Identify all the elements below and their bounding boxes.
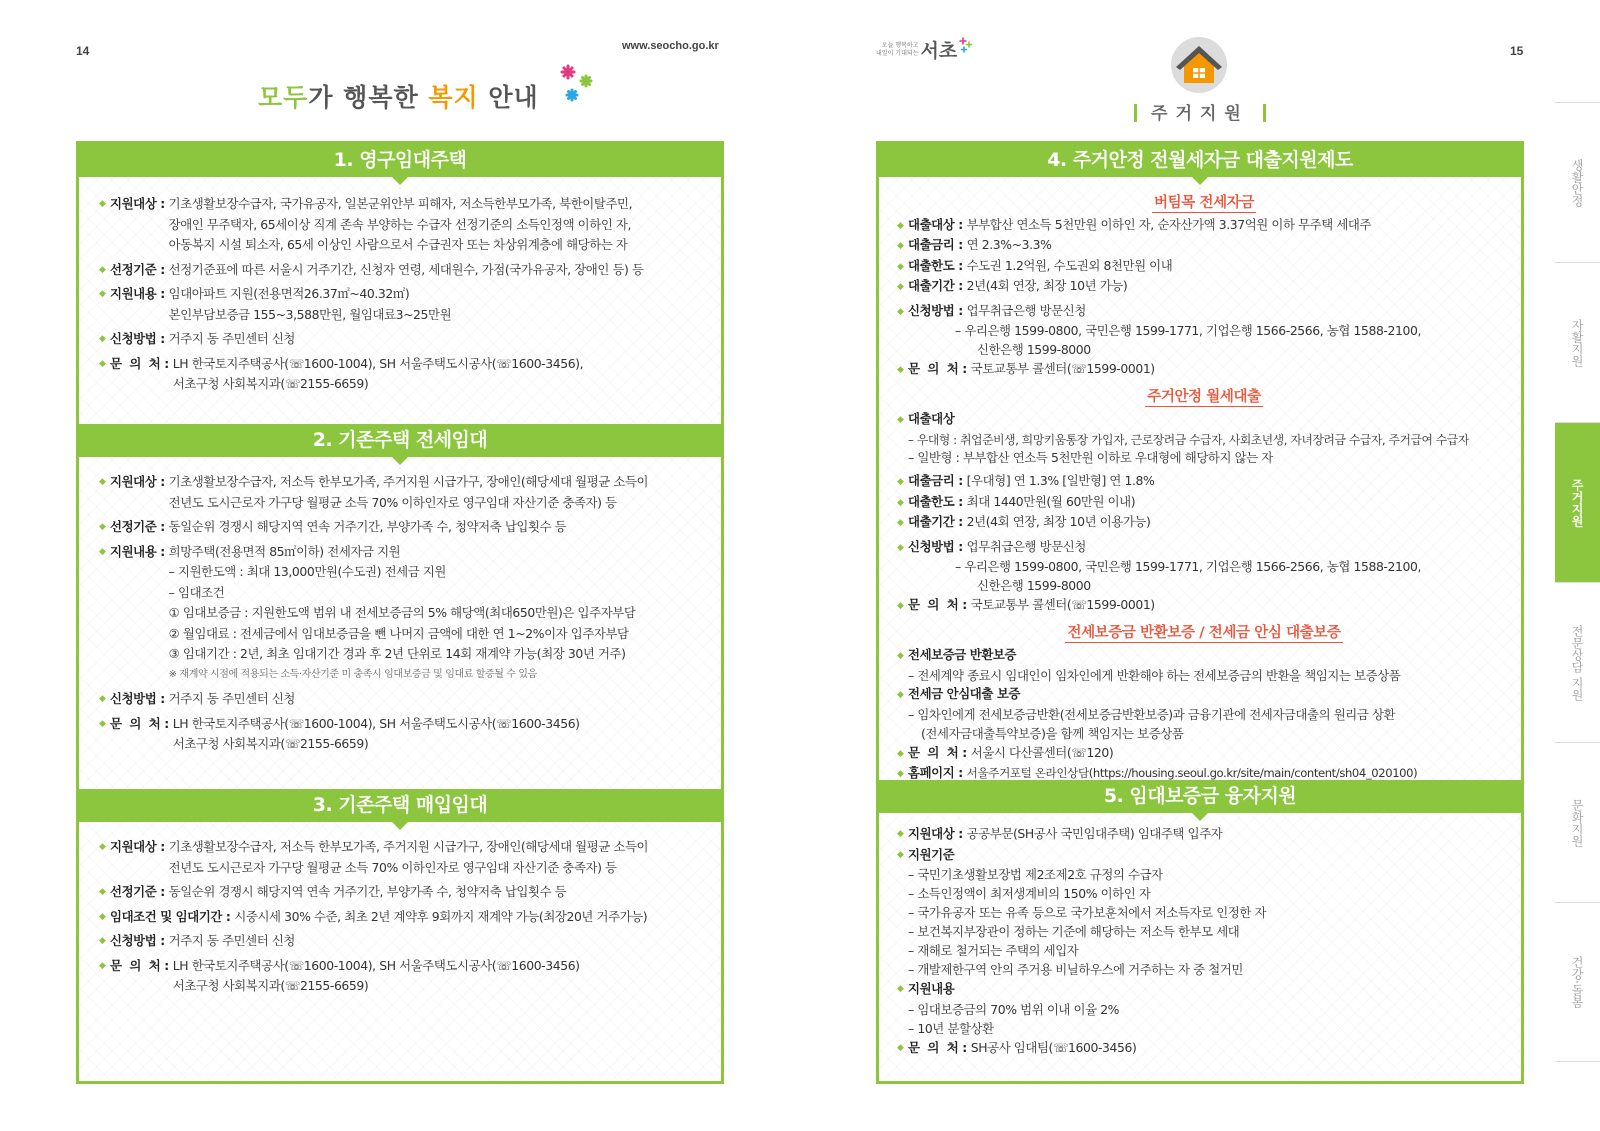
seocho-logo (876, 36, 973, 63)
page-title (258, 78, 539, 114)
sub1-contact-label: 문 의 처 : (908, 360, 971, 376)
sub1-limit-value: 수도권 1.2억원, 수도권외 8천만원 이내 (966, 257, 1173, 273)
bullet-icon: ◆ (897, 651, 904, 662)
sub2-period-value: 2년(4회 연장, 최장 10년 이용가능) (966, 514, 1151, 530)
sub1-contact-row (897, 360, 1511, 381)
side-tab-self-support[interactable] (1555, 262, 1600, 422)
bullet-icon: ◆ (99, 358, 106, 369)
s3-apply-value: 거주지 동 주민센터 신청 (168, 933, 295, 948)
side-tab-living-stability[interactable] (1555, 102, 1600, 262)
s3-contact-row (99, 956, 711, 997)
sub3-item2-row (897, 685, 1511, 706)
s3-target-line: 전년도 도시근로자 가구당 월평균 소득 70% 이하인자로 영구임대 자산기준 충족자) 등 (168, 859, 617, 875)
s3-criteria-value: 동일순위 경쟁시 해당지역 연속 거주기간, 부양가족 수, 청약저축 납입횟수 등 (168, 884, 567, 899)
s1-apply-label: 신청방법 : (110, 331, 169, 346)
s2-target-label: 지원대상 : (110, 474, 169, 489)
sub3-home-label: 홈페이지 : (908, 765, 967, 781)
side-tab-label: 문화지원 (1570, 798, 1584, 847)
subsection-title (897, 194, 1511, 213)
s5-content-line: – 임대보증금의 70% 범위 이내 이율 2% (908, 1001, 1120, 1017)
s2-target-line: 전년도 도시근로자 가구당 월평균 소득 70% 이하인자로 영구임대 자산기준 충족자) 등 (168, 494, 617, 510)
sub3-item1-label: 전세보증금 반환보증 (908, 647, 1017, 663)
s3-target-line: 기초생활보장수급자, 저소득 한부모가족, 주거지원 시급가구, 장애인(해당세대 월평균 소득이 (168, 839, 649, 854)
bullet-icon: ◆ (897, 748, 904, 759)
sub2-contact-row (897, 596, 1511, 617)
s3-target-label: 지원대상 : (110, 839, 169, 854)
s1-contact-row (99, 354, 711, 395)
bullet-icon: ◆ (99, 522, 106, 532)
bullet-icon: ◆ (897, 769, 904, 780)
s5-content-label: 지원내용 (908, 981, 955, 996)
bullet-icon: ◆ (897, 241, 904, 252)
s1-content-label: 지원내용 : (110, 286, 169, 301)
logo-slogan (876, 42, 918, 58)
bullet-icon: ◆ (897, 849, 904, 860)
sparkle-stars-icon (560, 64, 600, 108)
sub2-bank-line: 신한은행 1599-8000 (977, 578, 1091, 594)
sub2-contact-label: 문 의 처 : (908, 596, 971, 612)
side-tab-housing[interactable] (1555, 422, 1600, 582)
bullet-icon: ◆ (99, 694, 106, 704)
s5-criteria-line: – 소득인정액이 최저생계비의 150% 이하인 자 (908, 886, 1151, 901)
s2-content-line: – 지원한도액 : 최대 13,000만원(수도권) 전세금 지원 (168, 564, 446, 579)
s5-criteria-line: – 재해로 철거되는 주택의 세입자 (908, 943, 1079, 958)
sub2-apply-label: 신청방법 : (908, 538, 967, 554)
section-5-body (897, 824, 1511, 1058)
side-tab-health-care[interactable] (1555, 902, 1600, 1062)
side-tab-strip (1555, 102, 1600, 1062)
s1-contact-label: 문 의 처 : (110, 355, 173, 371)
bullet-icon: ◆ (99, 546, 106, 557)
section-label-text: 주거지원 (1151, 104, 1249, 124)
bullet-icon: ◆ (897, 220, 904, 231)
s5-content-row (897, 979, 1511, 1000)
section-4-body (897, 192, 1511, 785)
page-number-right: 15 (1510, 44, 1524, 58)
sub1-rate-value: 연 2.3%~3.3% (966, 237, 1052, 253)
s3-criteria-label: 선정기준 : (110, 884, 169, 899)
section-2-header: 2. 기존주택 전세임대 (79, 424, 721, 457)
label-bar-left (1134, 104, 1137, 122)
sub2-contact-value: 국토교통부 콜센터(☏1599-0001) (970, 596, 1155, 612)
right-content-panel (876, 141, 1524, 1084)
bullet-icon: ◆ (897, 690, 904, 701)
subsection-title (897, 388, 1511, 407)
bullet-icon: ◆ (99, 960, 106, 971)
s5-criteria-line: – 국민기초생활보장법 제2조제2호 규정의 수급자 (908, 867, 1163, 882)
bullet-icon: ◆ (897, 600, 904, 611)
sub3-home-link[interactable]: 서울주거포털 온라인상담(https://housing.seoul.go.kr/site/main/content/sh04_020100) (966, 766, 1418, 781)
title-part-1: 모두 (258, 83, 309, 112)
section-label (1134, 99, 1266, 124)
s1-target-line: 아동복지 시설 퇴소자, 65세 이상인 사람으로서 수급권자 또는 차상위계층에 해당하는 자 (168, 237, 628, 252)
sub2-target-line: – 우대형 : 취업준비생, 희망키움통장 가입자, 근로장려금 수급자, 사회초년생, 자녀장려금 수급자, 주거급여 수급자 (908, 432, 1469, 447)
sub3-item1-desc: – 전세계약 종료시 임대인이 임차인에게 반환해야 하는 전세보증금의 반환을 책임지는 보증상품 (908, 667, 1401, 683)
s2-content-line: ③ 임대기간 : 2년, 최초 임대기간 경과 후 2년 단위로 14회 재계약 가능(최장 30년 거주) (168, 646, 626, 661)
s2-criteria-value: 동일순위 경쟁시 해당지역 연속 거주기간, 부양가족 수, 청약저축 납입횟수 등 (168, 519, 567, 534)
s5-contact-row (897, 1038, 1511, 1059)
s5-content-line: – 10년 분할상환 (908, 1020, 994, 1036)
sub3-item2-label: 전세금 안심대출 보증 (908, 686, 1020, 702)
s2-note: ※ 재계약 시점에 적용되는 소득·자산기준 미 충족시 임대보증금 및 임대료 할증될 수 있음 (168, 668, 537, 680)
bullet-icon: ◆ (897, 497, 904, 508)
sub2-target-row (897, 410, 1511, 431)
sub1-limit-row (897, 257, 1511, 278)
label-bar-right (1263, 104, 1266, 122)
s2-apply-value: 거주지 동 주민센터 신청 (168, 691, 295, 706)
s2-content-line: – 임대조건 (168, 584, 225, 600)
bullet-icon: ◆ (897, 415, 904, 426)
sub3-contact-value: 서울시 다산콜센터(☏120) (970, 744, 1114, 760)
sub1-bank-line: – 우리은행 1599-0800, 국민은행 1599-1771, 기업은행 1566-2566, 농협 1588-2100, (955, 323, 1421, 339)
page-number-left: 14 (76, 44, 90, 58)
sub2-limit-value: 최대 1440만원(월 60만원 이내) (966, 493, 1136, 509)
sub1-target-row (897, 216, 1511, 237)
s1-criteria-row (99, 260, 711, 281)
logo-slogan-line: 오늘 행복하고 (881, 41, 919, 49)
bullet-icon: ◆ (99, 887, 106, 897)
sub2-target-line: – 일반형 : 부부합산 연소득 5천만원 이하로 우대형에 해당하지 않는 자 (908, 450, 1273, 466)
s3-contact-line: 서초구청 사회복지과(☏2155-6659) (172, 978, 369, 993)
side-tab-culture[interactable] (1555, 742, 1600, 902)
s5-criteria-row (897, 845, 1511, 866)
sub1-apply-row (897, 302, 1511, 323)
sub3-contact-label: 문 의 처 : (908, 744, 971, 760)
sub3-item1-row (897, 646, 1511, 667)
section-1-header: 1. 영구임대주택 (79, 144, 721, 177)
sub2-limit-row (897, 493, 1511, 514)
s3-apply-label: 신청방법 : (110, 933, 169, 948)
s2-target-line: 기초생활보장수급자, 저소득 한부모가족, 주거지원 시급가구, 장애인(해당세대 월평균 소득이 (168, 474, 649, 489)
s2-contact-line: LH 한국토지주택공사(☏1600-1004), SH 서울주택도시공사(☏1600-3456) (172, 715, 580, 731)
s5-criteria-line: – 보건복지부장관이 정하는 기준에 해당하는 저소득 한부모 세대 (908, 924, 1240, 939)
sub2-rate-label: 대출금리 : (908, 473, 967, 489)
bullet-icon: ◆ (897, 261, 904, 272)
sub1-target-value: 부부합산 연소득 5천만원 이하인 자, 순자산가액 3.37억원 이하 무주택 세대주 (966, 216, 1372, 232)
bullet-icon: ◆ (99, 264, 106, 275)
s1-target-label: 지원대상 : (110, 196, 169, 211)
sub2-bank-line: – 우리은행 1599-0800, 국민은행 1599-1771, 기업은행 1566-2566, 농협 1588-2100, (955, 559, 1421, 575)
s5-contact-label: 문 의 처 : (908, 1039, 971, 1055)
logo-wordmark: 서초 (920, 40, 958, 62)
s1-contact-line: LH 한국토지주택공사(☏1600-1004), SH 서울주택도시공사(☏1600-3456), (172, 355, 584, 371)
s2-content-label: 지원내용 : (110, 543, 169, 559)
sub3-title: 전세보증금 반환보증 / 전세금 안심 대출보증 (1067, 625, 1341, 642)
s3-apply-row (99, 931, 711, 952)
s2-apply-label: 신청방법 : (110, 691, 169, 706)
s5-criteria-label: 지원기준 (908, 846, 955, 862)
s2-apply-row (99, 689, 711, 710)
section-5-header: 5. 임대보증금 융자지원 (879, 780, 1521, 813)
bullet-icon: ◆ (99, 289, 106, 299)
title-part-4: 안내 (478, 83, 539, 112)
bullet-icon: ◆ (897, 518, 904, 529)
section-2-body (99, 472, 711, 759)
sub3-item2-line: – 임차인에게 전세보증금반환(전세보증금반환보증)과 금융기관에 전세자금대출의 원리금 상환 (908, 706, 1396, 722)
bullet-icon: ◆ (99, 936, 106, 946)
sub1-period-row (897, 277, 1511, 298)
bullet-icon: ◆ (99, 842, 106, 852)
sub1-limit-label: 대출한도 : (908, 257, 967, 273)
section-3-body (99, 837, 711, 1001)
sub2-rate-value: [우대형] 연 1.3% [일반형] 연 1.8% (966, 473, 1155, 489)
sub1-title: 버팀목 전세자금 (1154, 195, 1254, 211)
s2-criteria-row (99, 517, 711, 538)
sub2-apply-row (897, 538, 1511, 559)
sub1-contact-value: 국토교통부 콜센터(☏1599-0001) (970, 360, 1155, 376)
s5-criteria-line: – 국가유공자 또는 유족 등으로 국가보훈처에서 저소득자로 인정한 자 (908, 905, 1267, 920)
subsection-title (897, 624, 1511, 643)
sub1-rate-row (897, 236, 1511, 257)
s3-contact-value (173, 956, 711, 997)
bullet-icon: ◆ (99, 911, 106, 922)
sub2-target-label: 대출대상 (908, 411, 955, 427)
s5-target-row (897, 824, 1511, 845)
sub1-apply-value: 업무취급은행 방문신청 (966, 302, 1086, 318)
s3-target-row (99, 837, 711, 878)
side-tab-label: 주거지원 (1570, 478, 1584, 527)
s1-contact-line: 서초구청 사회복지과(☏2155-6659) (172, 376, 369, 391)
section-1-body (99, 194, 711, 399)
s3-contact-line: LH 한국토지주택공사(☏1600-1004), SH 서울주택도시공사(☏1600-3456) (172, 957, 580, 973)
bullet-icon: ◆ (99, 199, 106, 209)
site-url: www.seocho.go.kr (622, 40, 719, 52)
title-part-2: 가 행복한 (308, 83, 429, 112)
bullet-icon: ◆ (897, 282, 904, 293)
s1-contact-value (173, 354, 711, 395)
sub1-target-label: 대출대상 : (908, 216, 967, 232)
s2-content-value (169, 542, 711, 686)
side-tab-counseling[interactable] (1555, 582, 1600, 742)
s5-contact-value: SH공사 임대팀(☏1600-3456) (970, 1039, 1137, 1055)
s5-criteria-line: – 개발제한구역 안의 주거용 비닐하우스에 거주하는 자 중 철거민 (908, 962, 1243, 977)
s1-content-line: 본인부담보증금 155~3,588만원, 월임대료3~25만원 (168, 306, 452, 322)
s1-apply-value: 거주지 동 주민센터 신청 (168, 331, 295, 346)
s3-terms-label: 임대조건 및 임대기간 : (110, 908, 235, 924)
s1-target-value (169, 194, 711, 256)
s3-terms-row (99, 907, 711, 928)
s1-target-row (99, 194, 711, 256)
bullet-icon: ◆ (897, 364, 904, 375)
s2-target-value (169, 472, 711, 513)
sub1-period-label: 대출기간 : (908, 278, 967, 294)
s5-target-value: 공공부문(SH공사 국민임대주택) 임대주택 입주자 (966, 826, 1223, 841)
bullet-icon: ◆ (897, 984, 904, 994)
s3-contact-label: 문 의 처 : (110, 957, 173, 973)
s2-contact-label: 문 의 처 : (110, 715, 173, 731)
s1-target-line: 장애인 무주택자, 65세이상 직계 존속 부양하는 수급자 선정기준의 소득인정액 이하인 자, (168, 216, 632, 232)
bullet-icon: ◆ (897, 542, 904, 553)
side-tab-label: 자활지원 (1570, 318, 1584, 367)
s1-content-value (169, 284, 711, 325)
sub2-rate-row (897, 472, 1511, 493)
sub1-apply-label: 신청방법 : (908, 302, 967, 318)
sub3-contact-row (897, 744, 1511, 765)
s3-criteria-row (99, 882, 711, 903)
s2-contact-line: 서초구청 사회복지과(☏2155-6659) (172, 736, 369, 751)
s3-terms-value: 시중시세 30% 수준, 최초 2년 계약후 9회까지 재계약 가능(최장20년 거주가능) (234, 908, 648, 924)
s1-apply-row (99, 329, 711, 350)
s2-contact-value (173, 714, 711, 755)
sub1-rate-label: 대출금리 : (908, 237, 967, 253)
section-3-header: 3. 기존주택 매입임대 (79, 789, 721, 822)
s1-target-line: 기초생활보장수급자, 국가유공자, 일본군위안부 피해자, 저소득한부모가족, 북한이탈주민, (168, 196, 633, 211)
sub3-item2-line: (전세자금대출특약보증)을 함께 책임지는 보증상품 (921, 725, 1184, 741)
s2-contact-row (99, 714, 711, 755)
side-tab-label: 전문상담 지원 (1570, 624, 1584, 701)
section-4-header: 4. 주거안정 전월세자금 대출지원제도 (879, 144, 1521, 177)
s1-criteria-label: 선정기준 : (110, 261, 169, 277)
sub2-limit-label: 대출한도 : (908, 493, 967, 509)
logo-slogan-line: 내일이 기대되는 (876, 49, 919, 57)
s2-target-row (99, 472, 711, 513)
house-icon (1170, 36, 1228, 94)
s2-content-line: ② 월임대료 : 전세금에서 임대보증금을 뺀 나머지 금액에 대한 연 1~2%이자 입주자부담 (168, 625, 629, 641)
sub2-period-row (897, 513, 1511, 534)
bullet-icon: ◆ (897, 829, 904, 839)
bullet-icon: ◆ (99, 718, 106, 729)
s1-content-row (99, 284, 711, 325)
s3-target-value (169, 837, 711, 878)
side-tab-label: 생활안정 (1570, 158, 1584, 207)
sub2-apply-value: 업무취급은행 방문신청 (966, 538, 1086, 554)
s1-content-line: 임대아파트 지원(전용면적26.37㎡~40.32㎡) (168, 286, 410, 301)
sub1-bank-line: 신한은행 1599-8000 (977, 342, 1091, 358)
bullet-icon: ◆ (897, 306, 904, 317)
side-tab-label: 건강·돌봄 (1570, 956, 1584, 1008)
s2-content-row (99, 542, 711, 686)
s2-content-line: 희망주택(전용면적 85㎡이하) 전세자금 지원 (168, 543, 401, 559)
sub1-period-value: 2년(4회 연장, 최장 10년 가능) (966, 278, 1128, 294)
s2-criteria-label: 선정기준 : (110, 519, 169, 534)
logo-stars-icon (959, 37, 973, 53)
title-part-3: 복지 (428, 83, 479, 112)
s5-target-label: 지원대상 : (908, 826, 967, 841)
bullet-icon: ◆ (897, 1042, 904, 1053)
sub2-period-label: 대출기간 : (908, 514, 967, 530)
s2-content-line: ① 임대보증금 : 지원한도액 범위 내 전세보증금의 5% 해당액(최대650만원)은 입주자부담 (168, 605, 636, 620)
bullet-icon: ◆ (99, 334, 106, 344)
bullet-icon: ◆ (897, 477, 904, 488)
bullet-icon: ◆ (99, 477, 106, 487)
left-content-panel (76, 141, 724, 1084)
sub2-title: 주거안정 월세대출 (1147, 389, 1261, 406)
s1-criteria-value: 선정기준표에 따른 서울시 거주기간, 신청자 연령, 세대원수, 가점(국가유공자, 장애인 등) 등 (168, 261, 644, 277)
